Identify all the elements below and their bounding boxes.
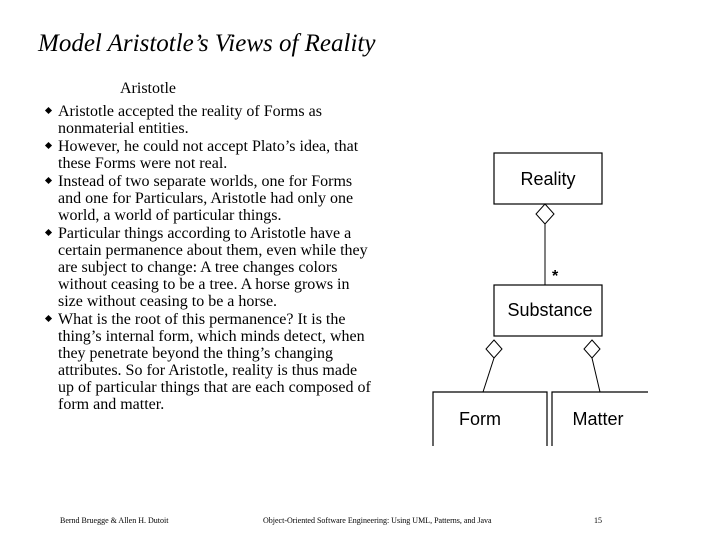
footer-book-title: Object-Oriented Software Engineering: Using UML, Patterns, and Java — [263, 516, 492, 525]
bullet-text: Instead of two separate worlds, one for Forms and one for Particulars, Aristotle had only one world, a world of particular things. — [58, 173, 354, 224]
form-class-label: Form — [459, 409, 501, 429]
aggregation-diamond-icon — [486, 340, 502, 358]
substance-class-label: Substance — [507, 300, 593, 320]
reality-class-label: Reality — [520, 169, 576, 189]
bullet-text: What is the root of this permanence? It is the thing’s internal form, which minds detect, when they penetrate beyond the thing’s changing attributes. So for Aristotle, reality is thus made up of particular things that are each composed of form and matter. — [58, 311, 371, 413]
aggregation-diamond-icon — [584, 340, 600, 358]
aggregation-diamond-icon — [536, 204, 554, 224]
association-line — [483, 358, 494, 392]
footer-page-number: 15 — [594, 516, 602, 525]
association-line — [592, 358, 600, 392]
slide-subheading: Aristotle — [120, 80, 176, 97]
bullet-text: Aristotle accepted the reality of Forms as nonmaterial entities. — [58, 103, 322, 137]
slide-title: Model Aristotle’s Views of Reality — [38, 30, 376, 57]
multiplicity-label: * — [552, 268, 559, 285]
bullet-text: Particular things according to Aristotle have a certain permanence about them, even while they are subject to change: A tree changes colors without ceasing to be a tree. A horse grows in size without ceasing to be a horse. — [58, 225, 368, 310]
bullet-text: However, he could not accept Plato’s idea, that these Forms were not real. — [58, 138, 359, 172]
footer-authors: Bernd Bruegge & Allen H. Dutoit — [60, 516, 169, 525]
matter-class-label: Matter — [572, 409, 624, 429]
